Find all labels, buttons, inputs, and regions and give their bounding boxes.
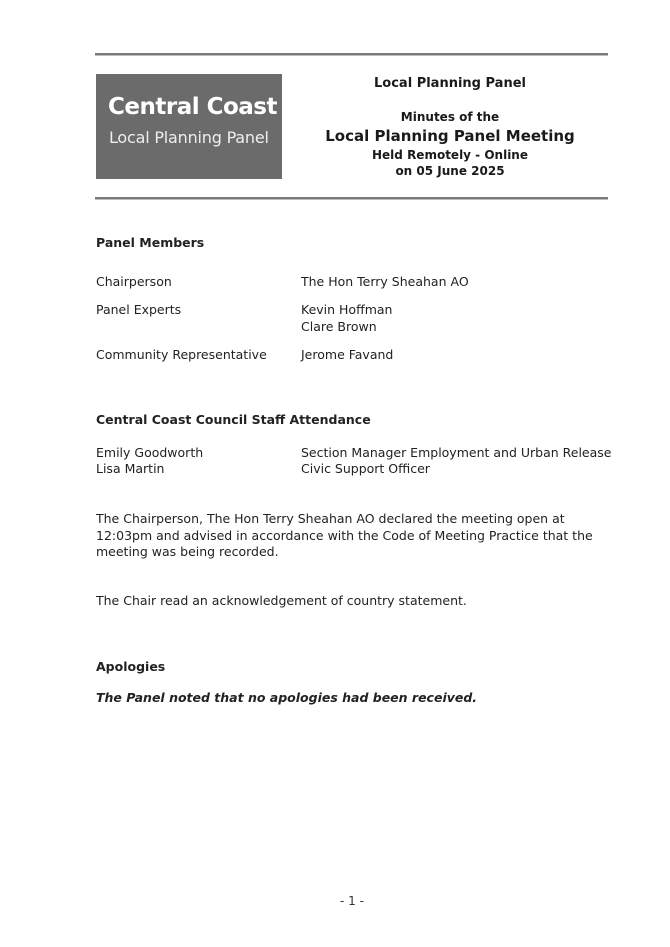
logo-line-2: Local Planning Panel xyxy=(109,128,269,147)
header-date: on 05 June 2025 xyxy=(395,164,505,178)
page-number: - 1 - xyxy=(340,894,364,908)
staff-name-1: Emily Goodworth xyxy=(96,445,204,460)
apologies-heading: Apologies xyxy=(96,659,166,674)
bottom-rule xyxy=(95,197,608,200)
header-minutes-of: Minutes of the xyxy=(400,110,500,124)
name-community-representative: Jerome Favand xyxy=(301,347,394,362)
name-panel-expert-1: Kevin Hoffman xyxy=(301,302,393,317)
opening-paragraph: The Chairperson, The Hon Terry Sheahan AO declared the meeting open at 12:03pm and advised in accordance with the Code of Meeting Practice that the meeting was being recorded. xyxy=(96,511,593,559)
staff-title-2: Civic Support Officer xyxy=(301,461,430,476)
staff-title-1: Section Manager Employment and Urban Release xyxy=(301,445,612,460)
staff-name-2: Lisa Martin xyxy=(96,461,165,476)
panel-members-heading: Panel Members xyxy=(96,235,205,250)
name-chairperson: The Hon Terry Sheahan AO xyxy=(301,274,469,289)
header-meeting-title: Local Planning Panel Meeting xyxy=(325,127,575,145)
role-panel-experts: Panel Experts xyxy=(96,302,182,317)
role-chairperson: Chairperson xyxy=(96,274,172,289)
header-held: Held Remotely - Online xyxy=(372,148,528,162)
staff-heading: Central Coast Council Staff Attendance xyxy=(96,412,371,427)
top-rule xyxy=(95,53,608,56)
logo-line-1: Central Coast xyxy=(108,94,277,120)
acknowledgement-paragraph: The Chair read an acknowledgement of country statement. xyxy=(96,593,467,608)
role-community-representative: Community Representative xyxy=(96,347,267,362)
header-panel: Local Planning Panel xyxy=(374,76,526,91)
central-coast-logo xyxy=(96,74,282,179)
apologies-text: The Panel noted that no apologies had been received. xyxy=(96,690,478,705)
name-panel-expert-2: Clare Brown xyxy=(301,319,377,334)
